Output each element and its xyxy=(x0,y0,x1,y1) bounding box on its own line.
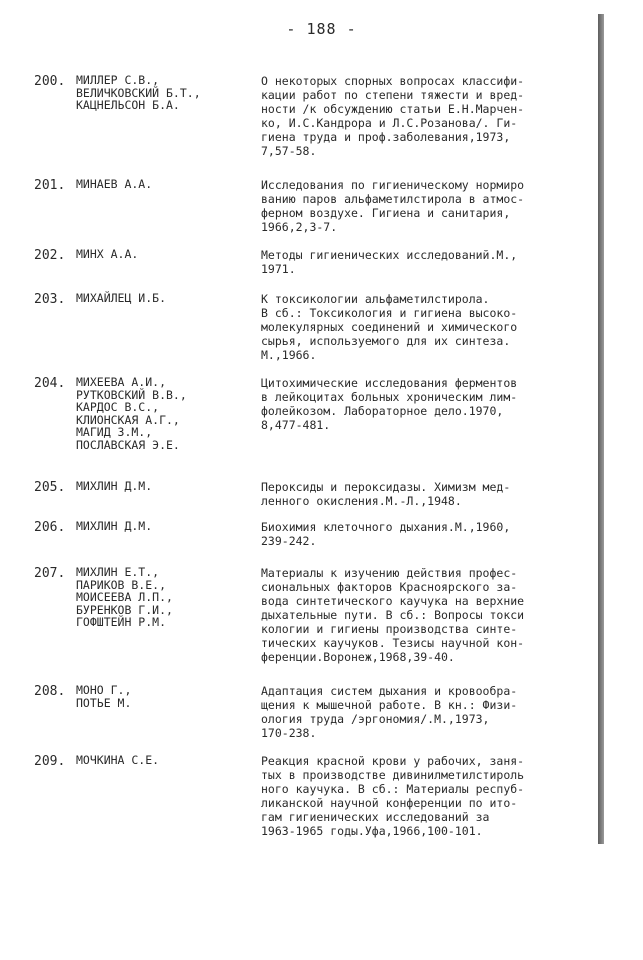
entry-authors: МОЧКИНА С.Е. xyxy=(76,753,160,767)
entry-description: Исследования по гигиеническому нормиро ванию паров альфаметилстирола в атмос- ферном воздухе. Гигиена и санитария, 1966,2,3-7. xyxy=(261,178,525,234)
entry-authors: МОНО Г., ПОТЬЕ М. xyxy=(76,683,132,710)
entry-description: Биохимия клеточного дыхания.М.,1960, 239-242. xyxy=(261,520,511,548)
entry-authors: МИНХ А.А. xyxy=(76,247,139,261)
entry-description: Цитохимические исследования ферментов в лейкоцитах больных хроническим лим- фолейкозом. Лабораторное дело.1970, 8,477-481. xyxy=(261,376,518,432)
entry-description: Адаптация систем дыхания и кровообра- щения к мышечной работе. В кн.: Физи- ология труда /эргономия/.М.,1973, 170-238. xyxy=(261,684,518,740)
entry-description: Реакция красной крови у рабочих, заня- тых в производстве дивинилметилстироль ного каучука. В сб.: Материалы респуб- ликанской научной конференции по ито- гам гигиенических исследований за 1963-1965 годы.Уфа,1966,100-101. xyxy=(261,754,525,838)
page-edge-shadow xyxy=(598,14,604,844)
entry-number: 206. xyxy=(34,520,66,535)
entry-description: Материалы к изучению действия профес- сиональных факторов Красноярского за- вода синтетического каучука на верхние дыхательные пути. В сб.: Вопросы токси кологии и гигиены производства синте- тических каучуков. Тезисы научной кон- ференции.Воронеж,1968,39-40. xyxy=(261,566,525,664)
entry-authors: МИХЛИН Е.Т., ПАРИКОВ В.Е., МОИСЕЕВА Л.П., БУРЕНКОВ Г.И., ГОФШТЕЙН Р.М. xyxy=(76,565,173,629)
entry-authors: МИНАЕВ А.А. xyxy=(76,177,153,191)
entry-authors: МИХАЙЛЕЦ И.Б. xyxy=(76,291,167,305)
entry-number: 202. xyxy=(34,248,66,263)
entry-number: 208. xyxy=(34,684,66,699)
entry-description: К токсикологии альфаметилстирола. В сб.: Токсикология и гигиена высоко- молекулярных соединений и химического сырья, используемого для их синтеза. М.,1966. xyxy=(261,292,518,362)
entry-authors: МИЛЛЕР С.В., ВЕЛИЧКОВСКИЙ Б.Т., КАЦНЕЛЬСОН Б.А. xyxy=(76,73,201,112)
entry-number: 200. xyxy=(34,74,66,89)
entry-authors: МИХЛИН Д.М. xyxy=(76,479,153,493)
entry-number: 205. xyxy=(34,480,66,495)
entry-authors: МИХЕЕВА А.И., РУТКОВСКИЙ В.В., КАРДОС В.С., КЛИОНСКАЯ А.Г., МАГИД З.М., ПОСЛАВСКАЯ Э.Е. xyxy=(76,375,187,452)
entry-description: О некоторых спорных вопросах классифи- кации работ по степени тяжести и вред- ности /к обсуждению статьи Е.Н.Марчен- ко, И.С.Кандрора и Л.С.Розанова/. Ги- гиена труда и проф.заболевания,1973, 7,57-58. xyxy=(261,74,525,158)
entry-description: Методы гигиенических исследований.М., 1971. xyxy=(261,248,518,276)
entry-number: 207. xyxy=(34,566,66,581)
page-number: - 188 - xyxy=(286,20,357,38)
entry-number: 204. xyxy=(34,376,66,391)
entry-authors: МИХЛИН Д.М. xyxy=(76,519,153,533)
entry-number: 203. xyxy=(34,292,66,307)
entry-number: 201. xyxy=(34,178,66,193)
entry-number: 209. xyxy=(34,754,66,769)
entry-description: Пероксиды и пероксидазы. Химизм мед- ленного окисления.М.-Л.,1948. xyxy=(261,480,511,508)
